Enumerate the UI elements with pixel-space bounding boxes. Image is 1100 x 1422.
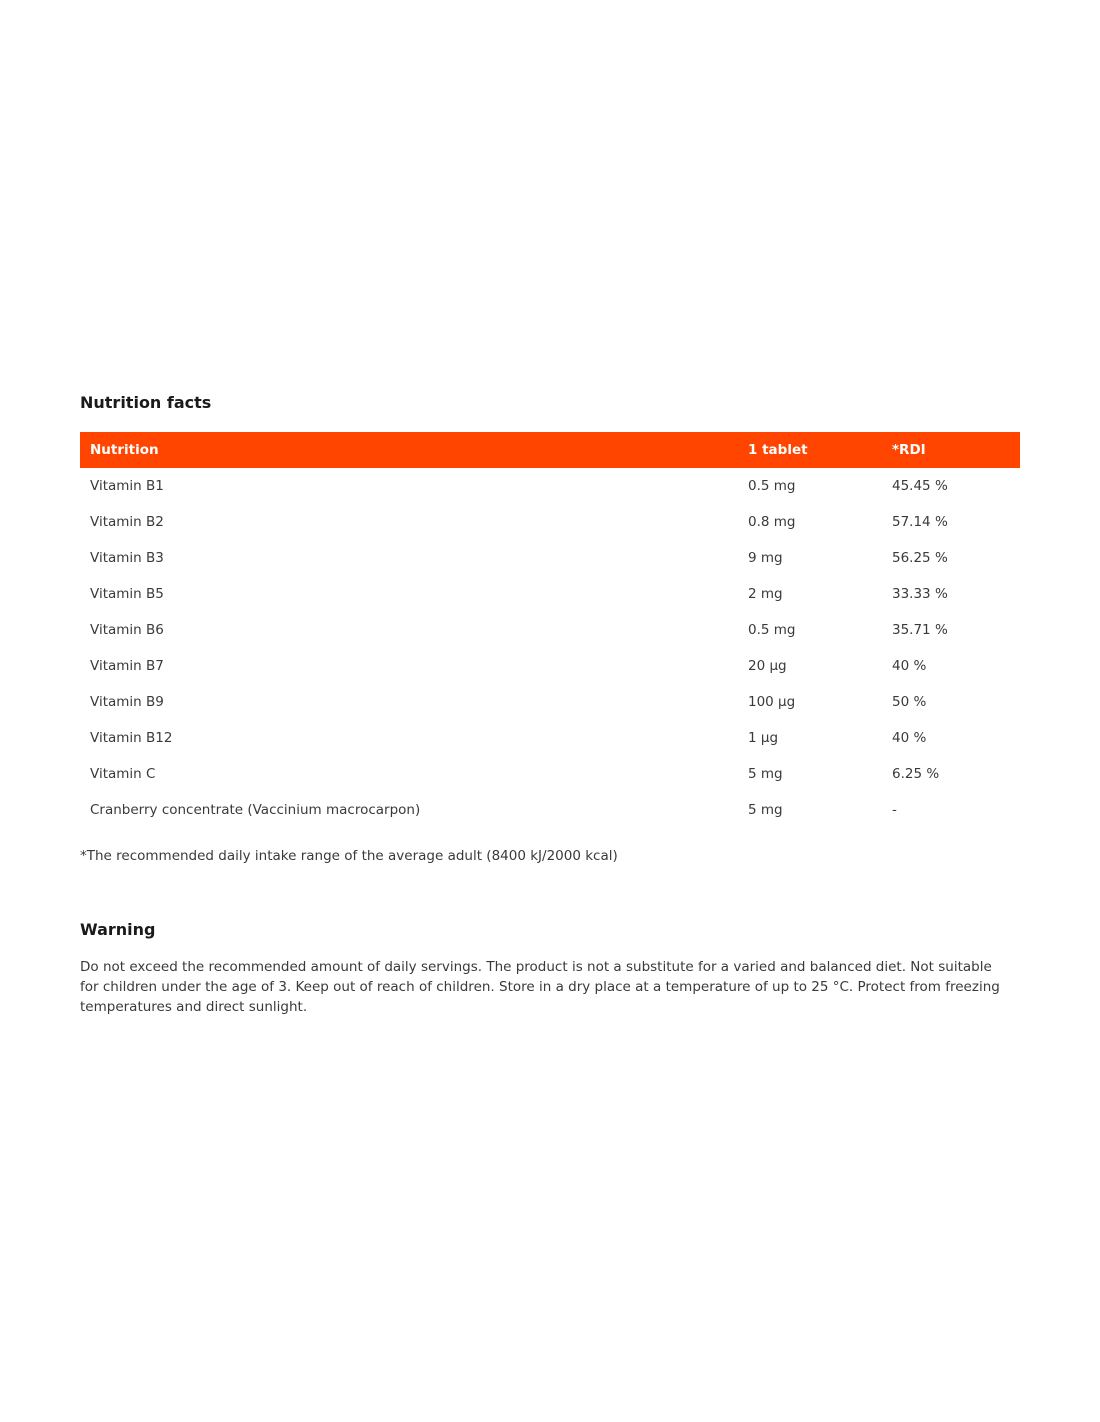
- rdi-value: 40 %: [892, 658, 927, 674]
- nutrition-facts-title: Nutrition facts: [80, 393, 212, 412]
- nutrient-name: Vitamin C: [90, 766, 156, 782]
- amount-per-tablet: 0.5 mg: [748, 622, 796, 638]
- table-row: [80, 756, 1020, 792]
- nutrient-name: Cranberry concentrate (Vaccinium macrocarpon): [90, 802, 421, 818]
- rdi-value: 40 %: [892, 730, 927, 746]
- nutrient-name: Vitamin B12: [90, 730, 173, 746]
- warning-title: Warning: [80, 920, 156, 939]
- nutrient-name: Vitamin B6: [90, 622, 164, 638]
- amount-per-tablet: 0.8 mg: [748, 514, 796, 530]
- rdi-value: 57.14 %: [892, 514, 948, 530]
- rdi-value: 50 %: [892, 694, 927, 710]
- rdi-value: -: [892, 802, 897, 818]
- header-nutrition: Nutrition: [90, 442, 159, 458]
- table-row: [80, 648, 1020, 684]
- table-row: [80, 468, 1020, 504]
- table-row: [80, 720, 1020, 756]
- amount-per-tablet: 2 mg: [748, 586, 783, 602]
- amount-per-tablet: 0.5 mg: [748, 478, 796, 494]
- nutrition-table: [80, 432, 1020, 828]
- rdi-value: 6.25 %: [892, 766, 940, 782]
- amount-per-tablet: 9 mg: [748, 550, 783, 566]
- table-row: [80, 792, 1020, 828]
- rdi-value: 33.33 %: [892, 586, 948, 602]
- nutrient-name: Vitamin B7: [90, 658, 164, 674]
- table-row: [80, 504, 1020, 540]
- header-rdi: *RDI: [892, 442, 926, 458]
- rdi-value: 56.25 %: [892, 550, 948, 566]
- nutrient-name: Vitamin B9: [90, 694, 164, 710]
- nutrient-name: Vitamin B5: [90, 586, 164, 602]
- amount-per-tablet: 100 µg: [748, 694, 796, 710]
- amount-per-tablet: 1 µg: [748, 730, 779, 746]
- table-row: [80, 540, 1020, 576]
- nutrient-name: Vitamin B1: [90, 478, 164, 494]
- rdi-footnote: *The recommended daily intake range of the average adult (8400 kJ/2000 kcal): [80, 848, 618, 864]
- amount-per-tablet: 20 µg: [748, 658, 787, 674]
- nutrient-name: Vitamin B3: [90, 550, 164, 566]
- table-row: [80, 576, 1020, 612]
- warning-text: Do not exceed the recommended amount of daily servings. The product is not a substitute for a varied and balanced diet. Not suitable for children under the age of 3. Keep out of reach of children. Store in a dry place at a temperature of up to 25 °C. Protect from freezing temperatures and direct sunlight.: [80, 959, 1000, 1015]
- rdi-value: 35.71 %: [892, 622, 948, 638]
- nutrition-table-header-row: [80, 432, 1020, 468]
- product-info-section: [80, 391, 1020, 1017]
- nutrient-name: Vitamin B2: [90, 514, 164, 530]
- rdi-value: 45.45 %: [892, 478, 948, 494]
- amount-per-tablet: 5 mg: [748, 802, 783, 818]
- table-row: [80, 684, 1020, 720]
- amount-per-tablet: 5 mg: [748, 766, 783, 782]
- table-row: [80, 612, 1020, 648]
- header-per-tablet: 1 tablet: [748, 442, 808, 458]
